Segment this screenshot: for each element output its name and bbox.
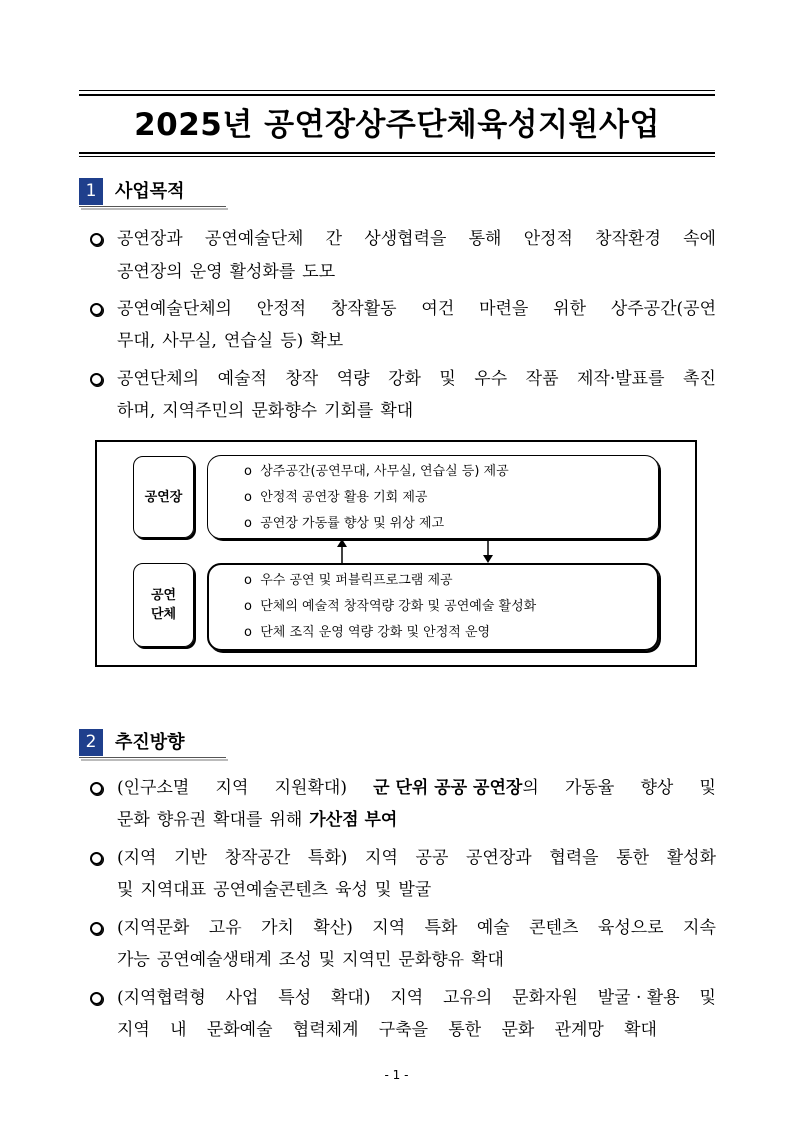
section-2-number: 2 — [79, 729, 103, 756]
bullet-circle-icon — [90, 852, 103, 865]
venue-item: o 공연장 가동률 향상 및 위상 제고 — [244, 516, 445, 531]
s2-b2-line1: (지역 기반 창작공간 특화) 지역 공공 공연장과 협력을 통한 활성화 — [117, 848, 716, 868]
page-number: - 1 - — [384, 1068, 409, 1082]
s2-b3-line2: 가능 공연예술생태계 조성 및 지역민 문화향유 확대 — [117, 950, 504, 970]
bullet-circle-icon — [90, 922, 103, 935]
venue-label: 공연장 — [144, 489, 183, 505]
section-2-underline — [79, 757, 226, 758]
venue-item: o 상주공간(공연무대, 사무실, 연습실 등) 제공 — [244, 464, 509, 479]
section-2-title: 추진방향 — [115, 732, 185, 753]
s1-b2-line1: 공연예술단체의 안정적 창작활동 여건 마련을 위한 상주공간(공연 — [117, 299, 716, 319]
bullet-circle-icon — [90, 373, 103, 386]
s2-b2-line2: 및 지역대표 공연예술콘텐츠 육성 및 발굴 — [117, 880, 432, 900]
s1-b3-line2: 하며, 지역주민의 문화향수 기회를 확대 — [117, 401, 414, 421]
s2-b1-line1: (인구소멸 지역 지원확대) 군 단위 공공 공연장의 가동율 향상 및 — [117, 778, 716, 798]
s2-b4-line1: (지역협력형 사업 특성 확대) 지역 고유의 문화자원 발굴 · 활용 및 — [117, 988, 716, 1008]
s2-b4-line2: 지역 내 문화예술 협력체계 구축을 통한 문화 관계망 확대 — [117, 1020, 657, 1040]
group-label-line2: 단체 — [150, 607, 177, 622]
exchange-arrows-icon — [330, 538, 500, 566]
emphasis-bonus-points: 가산점 부여 — [309, 810, 398, 830]
title-rule-bottom-thick — [79, 152, 715, 154]
bullet-circle-icon — [90, 782, 103, 795]
section-1-title: 사업목적 — [115, 181, 185, 202]
group-item: o 단체의 예술적 창작역량 강화 및 공연예술 활성화 — [244, 599, 537, 614]
emphasis-county-venue: 군 단위 공공 공연장 — [373, 778, 523, 798]
section-1-underline-shadow — [81, 208, 228, 210]
s1-b2-line2: 무대, 사무실, 연습실 등) 확보 — [117, 331, 344, 351]
s2-b1-line2: 문화 향유권 확대를 위해 가산점 부여 — [117, 810, 398, 830]
document-title: 2025년 공연장상주단체육성지원사업 — [134, 107, 660, 143]
bullet-circle-icon — [90, 303, 103, 316]
s1-b1-line1: 공연장과 공연예술단체 간 상생협력을 통해 안정적 창작환경 속에 — [117, 229, 716, 249]
group-label-box — [133, 563, 194, 647]
group-item: o 우수 공연 및 퍼블릭프로그램 제공 — [244, 573, 453, 588]
group-item: o 단체 조직 운영 역량 강화 및 안정적 운영 — [244, 625, 491, 640]
bullet-circle-icon — [90, 992, 103, 1005]
s2-b3-line1: (지역문화 고유 가치 확산) 지역 특화 예술 콘텐츠 육성으로 지속 — [117, 918, 716, 938]
title-rule-bottom — [79, 156, 715, 157]
title-rule-top-thick — [79, 94, 715, 96]
bullet-circle-icon — [90, 233, 103, 246]
group-label-line1: 공연 — [150, 588, 177, 603]
section-1-number: 1 — [79, 178, 103, 205]
section-1-underline — [79, 206, 226, 207]
venue-item: o 안정적 공연장 활용 기회 제공 — [244, 490, 428, 505]
s1-b1-line2: 공연장의 운영 활성화를 도모 — [117, 262, 336, 282]
section-2-underline-shadow — [81, 759, 228, 761]
venue-label-box — [133, 456, 194, 538]
s1-b3-line1: 공연단체의 예술적 창작 역량 강화 및 우수 작품 제작·발표를 촉진 — [117, 369, 716, 389]
title-rule-top — [79, 90, 715, 91]
